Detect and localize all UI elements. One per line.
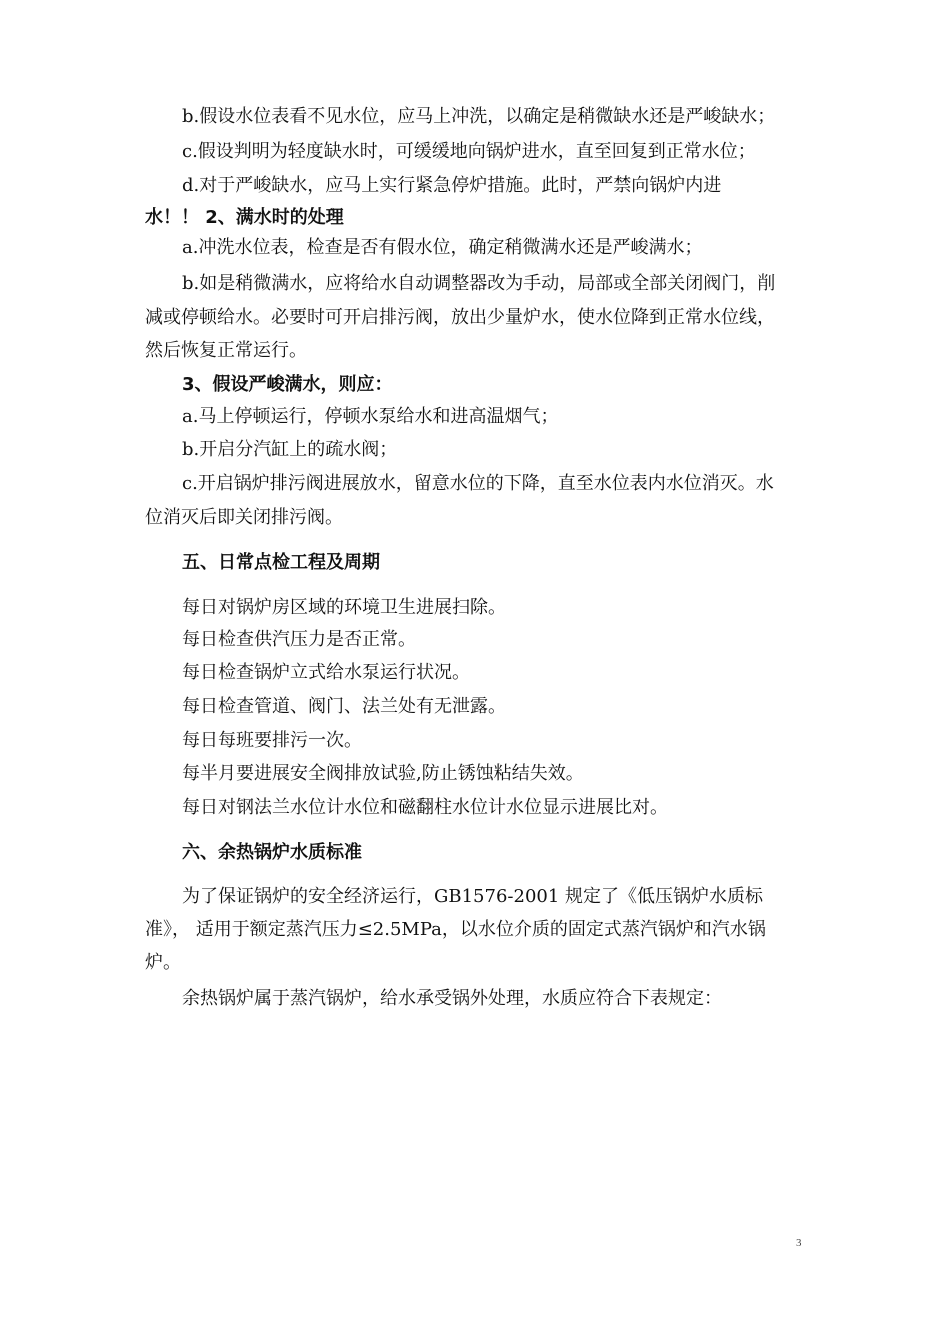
text-line: d.对于严峻缺水，应马上实行紧急停炉措施。此时，严禁向锅炉内进 bbox=[182, 175, 722, 196]
text-line: 余热锅炉属于蒸汽锅炉，给水承受锅外处理，水质应符合下表规定： bbox=[182, 988, 722, 1009]
section-heading: 五、日常点检工程及周期 bbox=[182, 552, 380, 573]
text-line: 然后恢复正常运行。 bbox=[145, 340, 307, 361]
section-heading: 3、假设严峻满水，则应： bbox=[182, 374, 393, 395]
section-heading: 六、余热锅炉水质标准 bbox=[182, 842, 362, 863]
text-line: b.假设水位表看不见水位，应马上冲洗，以确定是稍微缺水还是严峻缺水； bbox=[182, 106, 776, 127]
list-item: 每日检查锅炉立式给水泵运行状况。 bbox=[182, 662, 470, 683]
page-number: 3 bbox=[796, 1237, 802, 1249]
text-line: c.假设判明为轻度缺水时，可缓缓地向锅炉进水，直至回复到正常水位； bbox=[182, 141, 756, 162]
text-line: a.马上停顿运行，停顿水泵给水和进高温烟气； bbox=[182, 406, 559, 427]
text-line: 炉。 bbox=[145, 952, 181, 973]
text-line: c.开启锅炉排污阀进展放水，留意水位的下降，直至水位表内水位消灭。水 bbox=[182, 473, 774, 494]
section-heading: 水！！ 2、满水时的处理 bbox=[145, 207, 344, 228]
text-line: 位消灭后即关闭排污阀。 bbox=[145, 507, 343, 528]
text-line: a.冲洗水位表，检查是否有假水位，确定稍微满水还是严峻满水； bbox=[182, 237, 703, 258]
list-item: 每日对钢法兰水位计水位和磁翻柱水位计水位显示进展比对。 bbox=[182, 797, 668, 818]
list-item: 每日检查管道、阀门、法兰处有无泄露。 bbox=[182, 696, 506, 717]
list-item: 每日每班要排污一次。 bbox=[182, 730, 362, 751]
list-item: 每日检查供汽压力是否正常。 bbox=[182, 629, 416, 650]
text-line: 为了保证锅炉的安全经济运行，GB1576-2001 规定了《低压锅炉水质标 bbox=[182, 886, 764, 907]
text-line: b.如是稍微满水，应将给水自动调整器改为手动，局部或全部关闭阀门，削 bbox=[182, 273, 776, 294]
text-line: 减或停顿给水。必要时可开启排污阀，放出少量炉水，使水位降到正常水位线， bbox=[145, 307, 775, 328]
list-item: 每半月要进展安全阀排放试验,防止锈蚀粘结失效。 bbox=[182, 763, 584, 784]
text-line: 准》， 适用于额定蒸汽压力≤2.5MPa，以水位介质的固定式蒸汽锅炉和汽水锅 bbox=[145, 919, 766, 940]
text-line: b.开启分汽缸上的疏水阀； bbox=[182, 439, 398, 460]
list-item: 每日对锅炉房区域的环境卫生进展扫除。 bbox=[182, 597, 506, 618]
